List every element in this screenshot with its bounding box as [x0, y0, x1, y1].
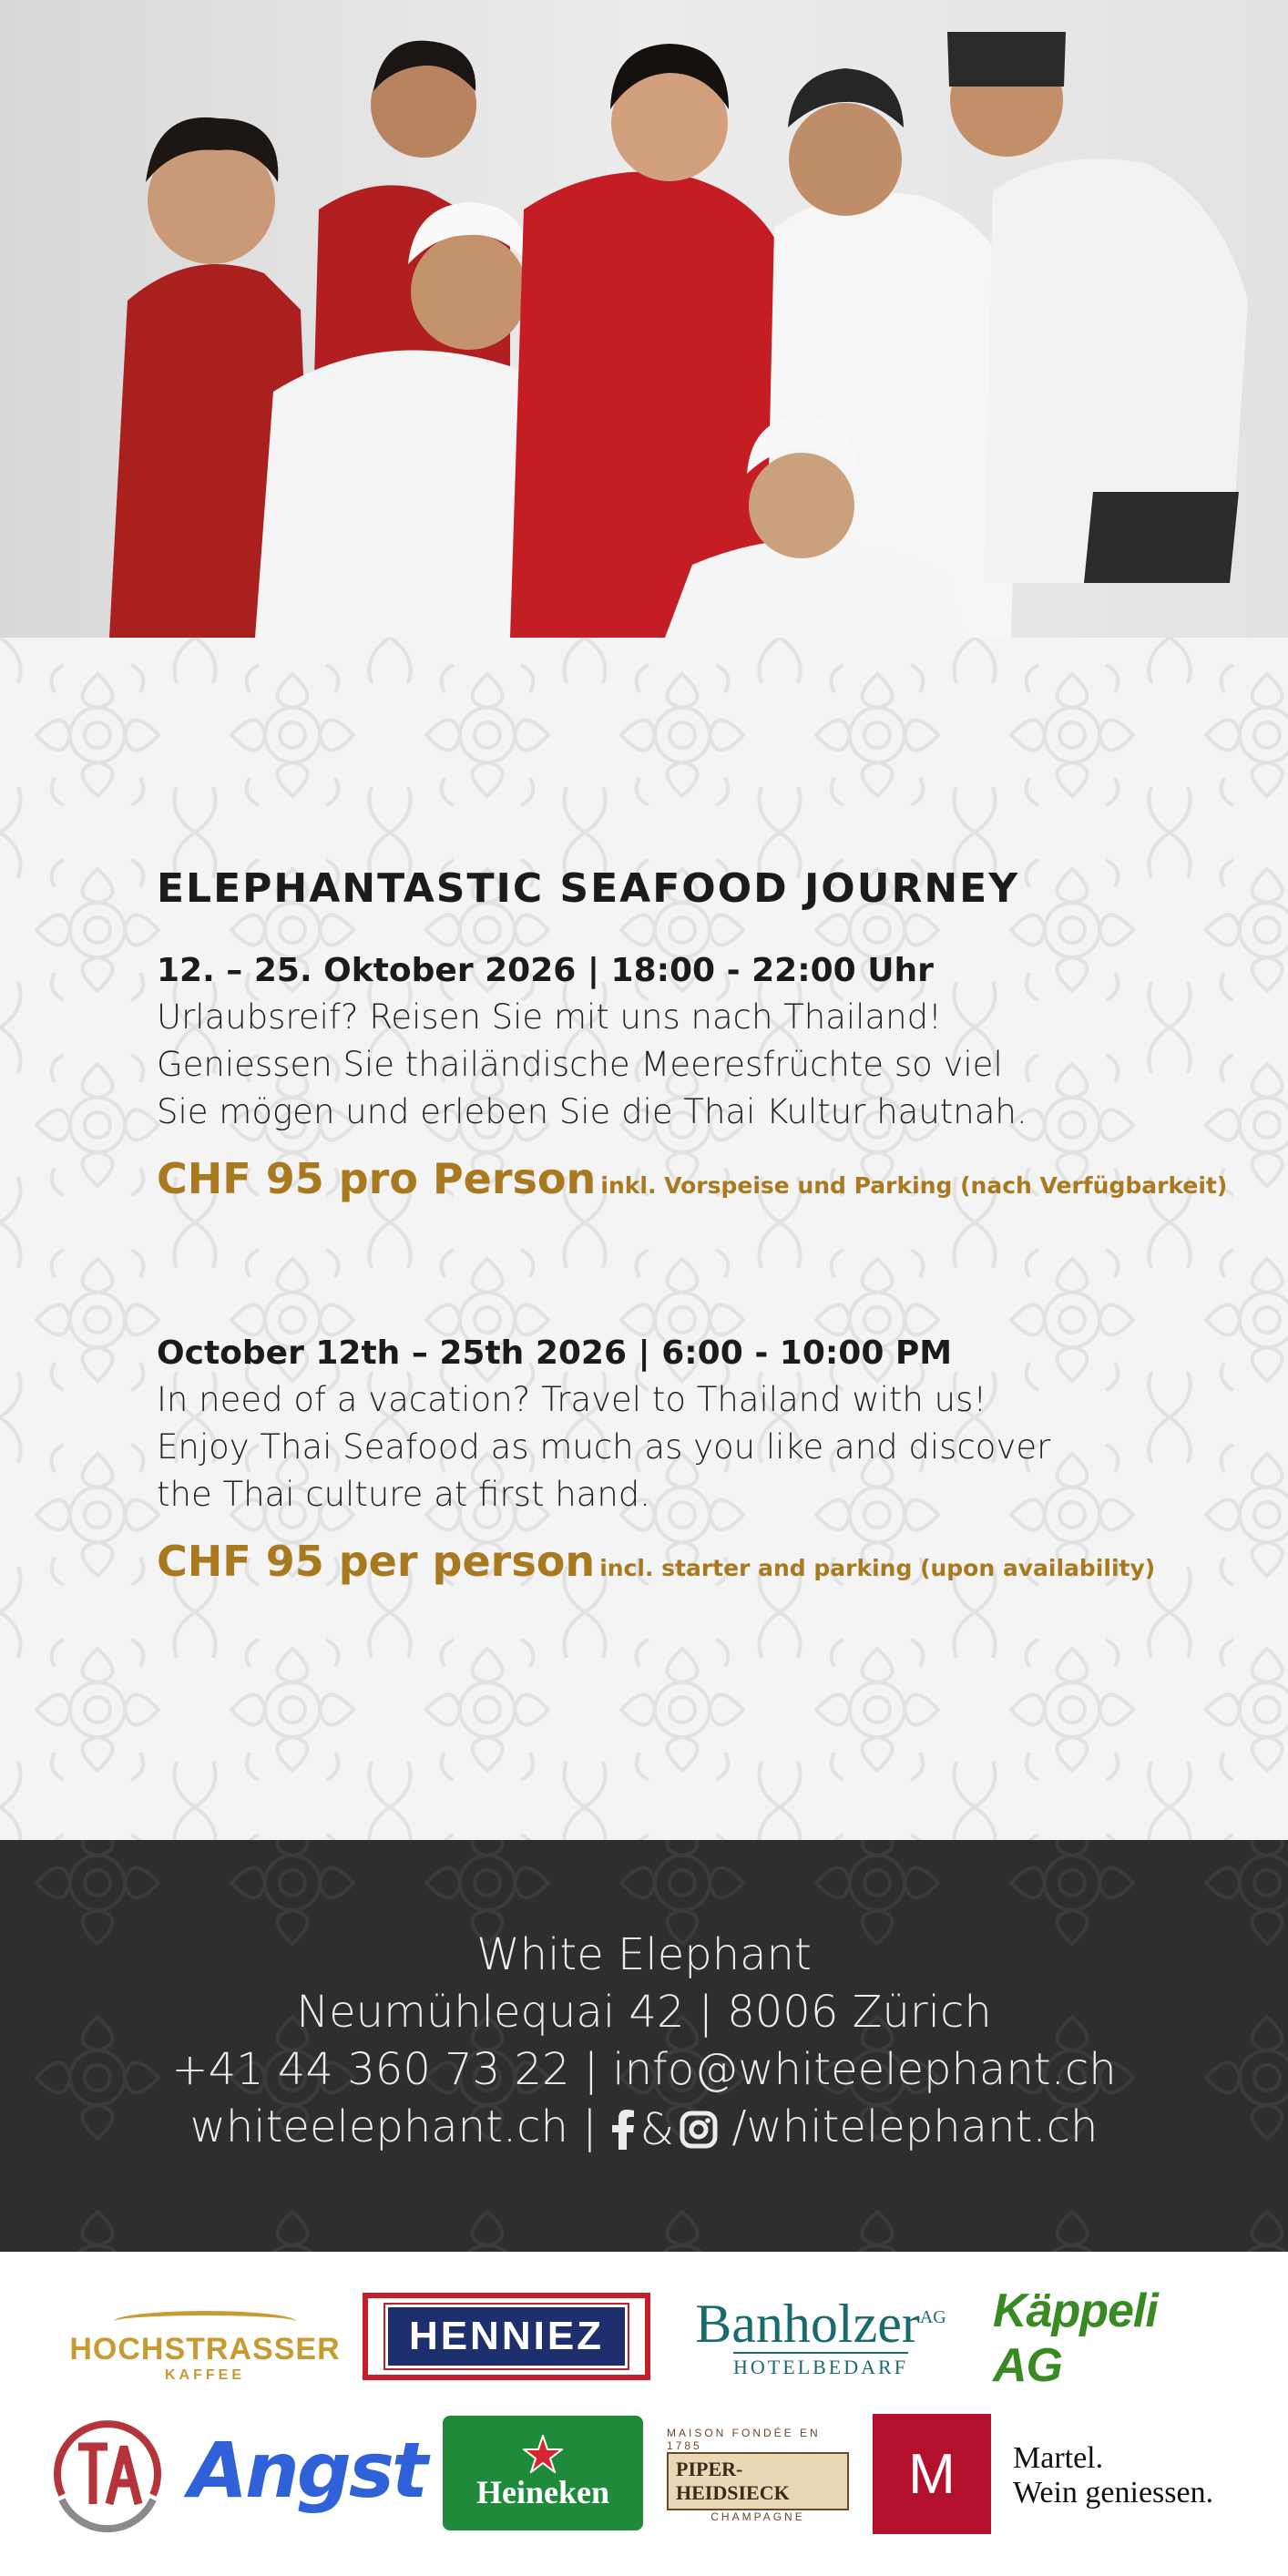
hochstrasser-name: HOCHSTRASSER — [69, 2332, 341, 2366]
ta-logo — [44, 2408, 171, 2536]
ampersand: & — [639, 2103, 675, 2155]
martel-wordmark — [1013, 2430, 1268, 2521]
martel-line-2: Wein geniessen. — [1013, 2476, 1214, 2510]
hochstrasser-logo — [69, 2297, 341, 2397]
sponsors-section — [0, 2252, 1288, 2576]
social-handle[interactable]: /whitelephant.ch — [731, 2101, 1099, 2152]
red-star-icon — [523, 2435, 563, 2473]
german-price-row — [157, 1154, 1232, 1203]
henniez-logo — [363, 2293, 650, 2380]
social-icons — [611, 2101, 718, 2159]
martel-line-1: Martel. — [1013, 2441, 1104, 2475]
banholzer-name: Banholzer — [695, 2293, 920, 2354]
venue-address: Neumühlequai 42 | 8006 Zürich — [296, 1987, 992, 2038]
kaeppeli-logo: Käppeli AG — [993, 2285, 1158, 2392]
banholzer-logo — [661, 2279, 980, 2388]
piper-name: PIPER-HEIDSIECK — [667, 2452, 849, 2510]
banholzer-suffix: AG — [919, 2306, 946, 2327]
hochstrasser-sub: KAFFEE — [165, 2367, 245, 2383]
piper-heidsieck-logo — [667, 2425, 849, 2525]
heineken-logo — [443, 2416, 643, 2530]
martel-mark: M — [873, 2414, 991, 2534]
english-line-3: the Thai culture at first hand. — [157, 1475, 651, 1514]
angst-logo: Angst — [188, 2426, 426, 2515]
english-line-2: Enjoy Thai Seafood as much as you like and discover — [157, 1427, 1051, 1467]
henniez-name: HENNIEZ — [388, 2307, 625, 2366]
german-price-note: inkl. Vorspeise und Parking (nach Verfügbarkeit) — [600, 1172, 1228, 1199]
german-line-3: Sie mögen und erleben Sie die Thai Kultur hautnah. — [157, 1092, 1027, 1131]
german-price: CHF 95 pro Person — [157, 1154, 597, 1203]
facebook-icon[interactable] — [611, 2110, 635, 2150]
phone-email[interactable]: +41 44 360 73 22 | info@whiteelephant.ch — [171, 2044, 1117, 2095]
web-social-row — [0, 2099, 1288, 2159]
instagram-icon[interactable] — [680, 2111, 718, 2149]
event-info-section — [0, 638, 1288, 1840]
german-line-2: Geniessen Sie thailändische Meeresfrüchte so viel — [157, 1045, 1003, 1084]
german-line-1: Urlaubsreif? Reisen Sie mit uns nach Thailand! — [157, 997, 942, 1037]
piper-bottom: CHAMPAGNE — [710, 2510, 805, 2523]
ta-emblem — [44, 2408, 171, 2536]
event-content — [157, 865, 1232, 1586]
contact-block — [0, 1927, 1288, 2159]
event-title: ELEPHANTASTIC SEAFOOD JOURNEY — [157, 865, 1020, 912]
english-price-note: incl. starter and parking (upon availability) — [599, 1555, 1156, 1581]
website-link[interactable]: whiteelephant.ch | — [189, 2101, 598, 2152]
english-price-row — [157, 1537, 1232, 1586]
contact-section — [0, 1840, 1288, 2252]
piper-top: MAISON FONDÉE EN 1785 — [667, 2427, 821, 2452]
chefs-team-photo — [0, 0, 1288, 638]
hochstrasser-swoosh — [114, 2311, 296, 2332]
banholzer-wordmark — [695, 2289, 946, 2352]
english-date: October 12th – 25th 2026 | 6:00 - 10:00 PM — [157, 1334, 953, 1372]
english-block — [157, 1331, 1232, 1586]
banholzer-sub: HOTELBEDARF — [733, 2352, 908, 2379]
english-line-1: In need of a vacation? Travel to Thailand with us! — [157, 1380, 987, 1419]
german-block — [157, 948, 1232, 1203]
english-price: CHF 95 per person — [157, 1537, 596, 1586]
german-date: 12. – 25. Oktober 2026 | 18:00 - 22:00 Uhr — [157, 952, 934, 989]
venue-name: White Elephant — [476, 1929, 812, 1980]
heineken-name: Heineken — [475, 2474, 609, 2510]
